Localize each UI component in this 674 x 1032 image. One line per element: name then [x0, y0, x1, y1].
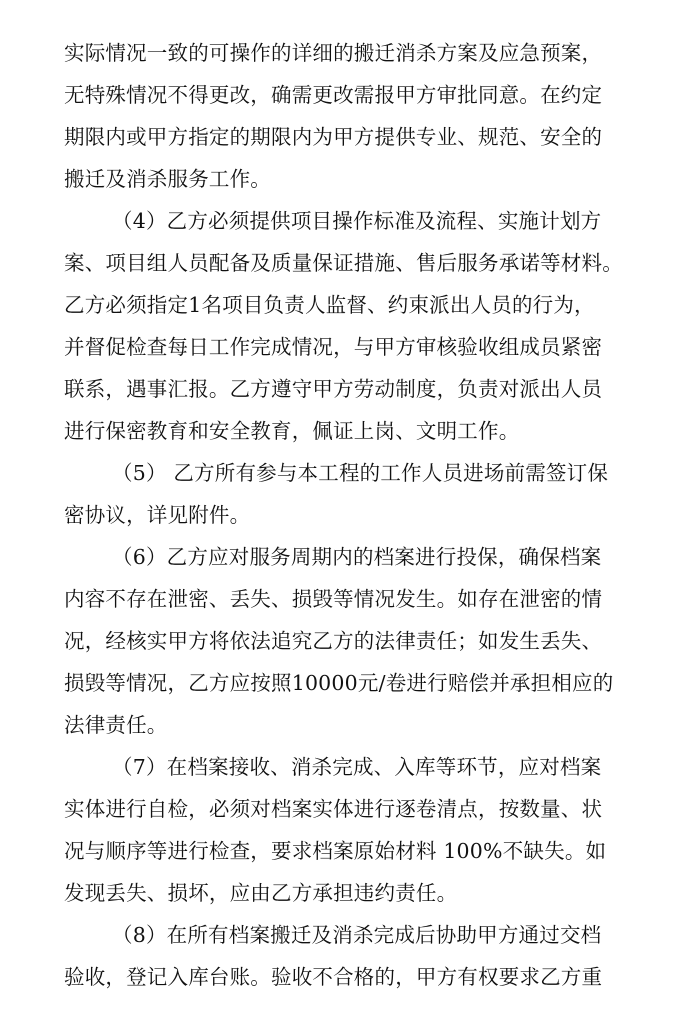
text-line: 发现丢失、损坏，应由乙方承担违约责任。 — [64, 881, 458, 905]
text-line: 内容不存在泄密、丢失、损毁等情况发生。如存在泄密的情 — [64, 587, 603, 611]
paragraph-8-start: （8）在所有档案搬迁及消杀完成后协助甲方通过交档 — [112, 923, 602, 947]
text-line: 案、项目组人员配备及质量保证措施、售后服务承诺等材料。 — [64, 251, 623, 275]
paragraph-7-start: （7）在档案接收、消杀完成、入库等环节，应对档案 — [112, 755, 602, 779]
text-line: 密协议，详见附件。 — [64, 503, 251, 527]
text-line: 期限内或甲方指定的期限内为甲方提供专业、规范、安全的 — [64, 125, 603, 149]
text-line: 搬迁及消杀服务工作。 — [64, 167, 271, 191]
text-line: 无特殊情况不得更改，确需更改需报甲方审批同意。在约定 — [64, 83, 603, 107]
paragraph-5-start: （5） 乙方所有参与本工程的工作人员进场前需签订保 — [112, 461, 609, 485]
text-line: 损毁等情况，乙方应按照10000元/卷进行赔偿并承担相应的 — [64, 671, 614, 695]
text-line: 法律责任。 — [64, 713, 168, 737]
text-line: 联系，遇事汇报。乙方遵守甲方劳动制度，负责对派出人员 — [64, 377, 603, 401]
text-line: 乙方必须指定1名项目负责人监督、约束派出人员的行为， — [64, 293, 595, 317]
paragraph-4-start: （4）乙方必须提供项目操作标准及流程、实施计划方 — [112, 209, 602, 233]
paragraph-6-start: （6）乙方应对服务周期内的档案进行投保，确保档案 — [112, 545, 602, 569]
text-line: 况与顺序等进行检查，要求档案原始材料 100%不缺失。如 — [64, 839, 607, 863]
text-line: 实体进行自检，必须对档案实体进行逐卷清点，按数量、状 — [64, 797, 603, 821]
text-line: 验收，登记入库台账。验收不合格的，甲方有权要求乙方重 — [64, 965, 603, 989]
text-line: 并督促检查每日工作完成情况，与甲方审核验收组成员紧密 — [64, 335, 603, 359]
text-line: 况，经核实甲方将依法追究乙方的法律责任；如发生丢失、 — [64, 629, 603, 653]
text-line: 进行保密教育和安全教育，佩证上岗、文明工作。 — [64, 419, 520, 443]
text-line: 实际情况一致的可操作的详细的搬迁消杀方案及应急预案， — [64, 41, 603, 65]
